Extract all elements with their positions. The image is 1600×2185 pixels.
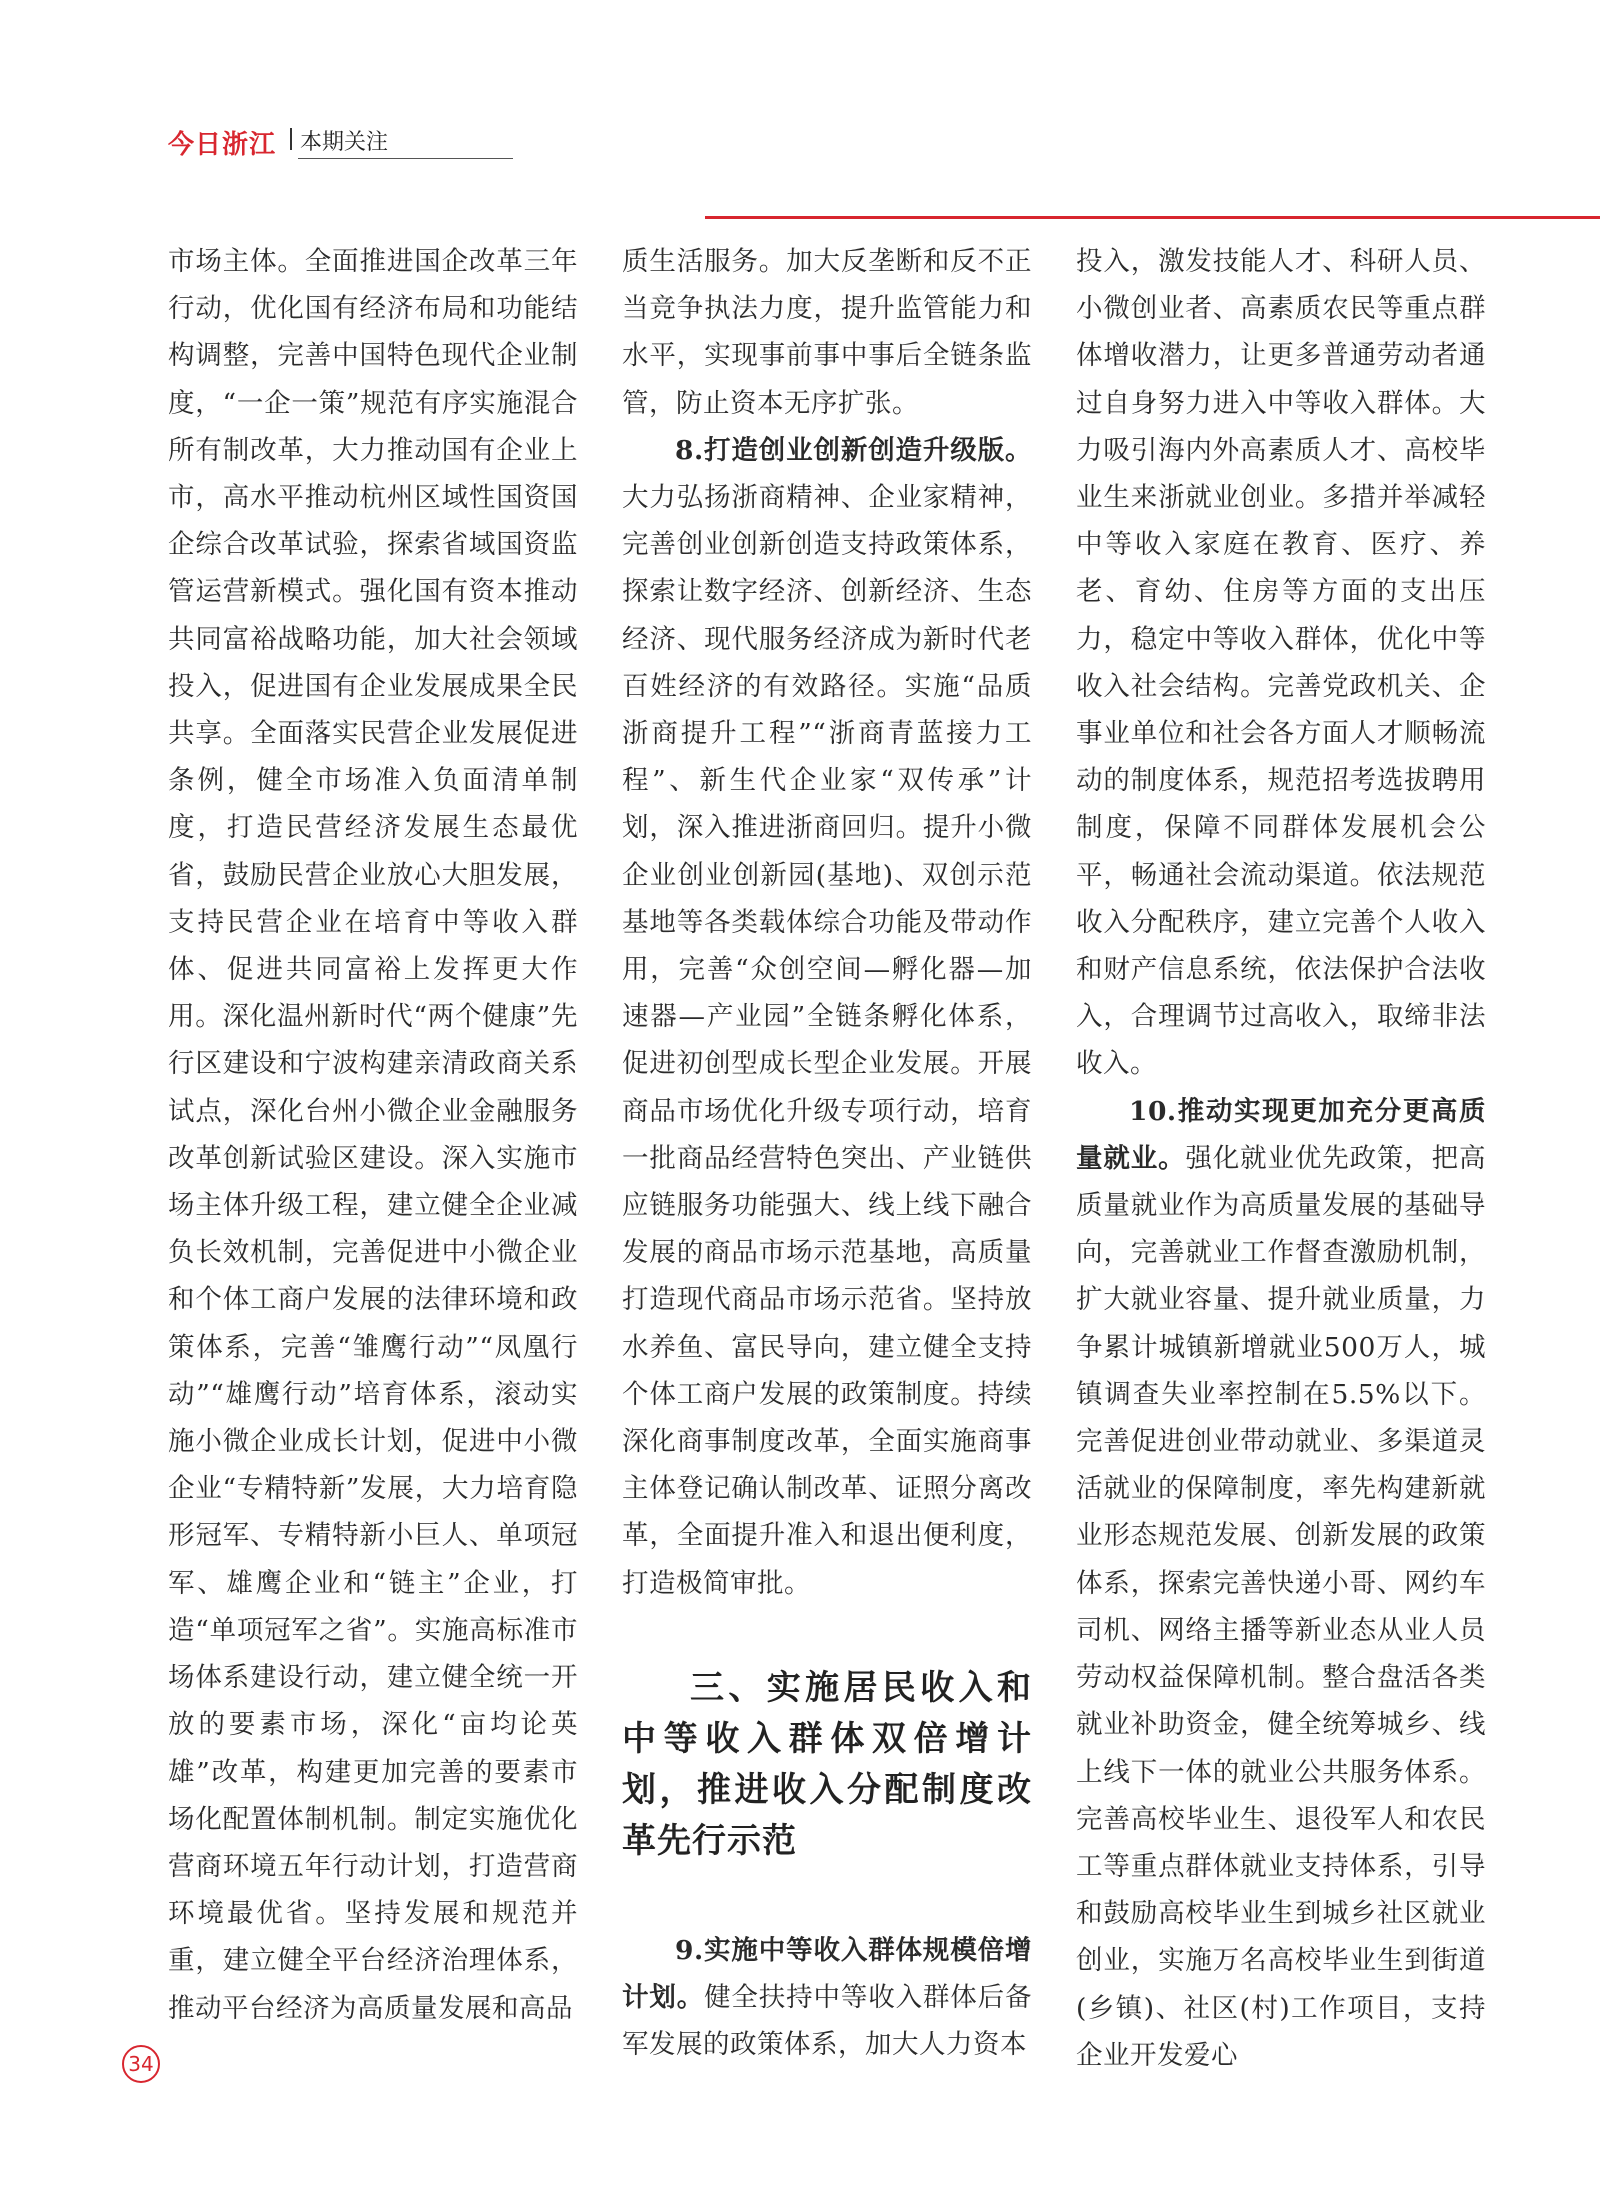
item-heading: 10.推动实现更加充分更高质量就业。 — [1076, 1095, 1486, 1174]
text-column-2 — [622, 238, 1032, 2069]
paragraph: 质生活服务。加大反垄断和反不正当竞争执法力度，提升监管能力和水平，实现事前事中事后全链条监管，防止资本无序扩张。 — [622, 246, 1032, 419]
paragraph-item-10 — [1076, 1088, 1486, 2079]
item-body: 大力弘扬浙商精神、企业家精神，完善创业创新创造支持政策体系，探索让数字经济、创新经济、生态经济、现代服务经济成为新时代老百姓经济的有效路径。实施“品质浙商提升工程”“浙商青蓝接力工程”、新生代企业家“双传承”计划，深入推进浙商回归。提升小微企业创业创新园(基地)、双创示范基地等各类载体综合功能及带动作用，完善“众创空间—孵化器—加速器—产业园”全链条孵化体系，促进初创型成长型企业发展。开展商品市场优化升级专项行动，培育一批商品经营特色突出、产业链供应链服务功能强大、线上线下融合发展的商品市场示范基地，高质量打造现代商品市场示范省。坚持放水养鱼、富民导向，建立健全支持个体工商户发展的政策制度。持续深化商事制度改革，全面实施商事主体登记确认制改革、证照分离改革，全面提升准入和退出便利度，打造极简审批。 — [622, 482, 1032, 1599]
header-divider — [290, 128, 292, 150]
item-heading: 8.打造创业创新创造升级版。 — [675, 434, 1032, 466]
item-body: 健全扶持中等收入群体后备军发展的政策体系，加大人力资本 — [622, 1982, 1033, 2061]
item-heading: 9.实施中等收入群体规模倍增计划。 — [622, 1934, 1032, 2014]
text-column-3 — [1076, 238, 1486, 2079]
paragraph: 市场主体。全面推进国企改革三年行动，优化国有经济布局和功能结构调整，完善中国特色现代企业制度，“一企一策”规范有序实施混合所有制改革，大力推动国有企业上市，高水平推动杭州区域性国资国企综合改革试验，探索省域国资监管运营新模式。强化国有资本推动共同富裕战略功能，加大社会领域投入，促进国有企业发展成果全民共享。全面落实民营企业发展促进条例，健全市场准入负面清单制度，打造民营经济发展生态最优省，鼓励民营企业放心大胆发展，支持民营企业在培育中等收入群体、促进共同富裕上发挥更大作用。深化温州新时代“两个健康”先行区建设和宁波构建亲清政商关系试点，深化台州小微企业金融服务改革创新试验区建设。深入实施市场主体升级工程，建立健全企业减负长效机制，完善促进中小微企业和个体工商户发展的法律环境和政策体系，完善“雏鹰行动”“凤凰行动”“雄鹰行动”培育体系，滚动实施小微企业成长计划，促进中小微企业“专精特新”发展，大力培育隐形冠军、专精特新小巨人、单项冠军、雄鹰企业和“链主”企业，打造“单项冠军之省”。实施高标准市场体系建设行动，建立健全统一开放的要素市场，深化“亩均论英雄”改革，构建更加完善的要素市场化配置体制机制。制定实施优化营商环境五年行动计划，打造营商环境最优省。坚持发展和规范并重，建立健全平台经济治理体系，推动平台经济为高质量发展和高品 — [168, 246, 578, 2024]
paragraph-item-9 — [622, 1927, 1032, 2069]
section-label: 本期关注 — [300, 130, 389, 155]
header-underline — [298, 158, 513, 159]
text-column-1 — [168, 238, 578, 2032]
section-title: 三、实施居民收入和中等收入群体双倍增计划，推进收入分配制度改革先行示范 — [622, 1667, 1032, 1861]
page-number: 34 — [122, 2045, 160, 2083]
paragraph: 投入，激发技能人才、科研人员、小微创业者、高素质农民等重点群体增收潜力，让更多普通劳动者通过自身努力进入中等收入群体。大力吸引海内外高素质人才、高校毕业生来浙就业创业。多措并举减轻中等收入家庭在教育、医疗、养老、育幼、住房等方面的支出压力，稳定中等收入群体，优化中等收入社会结构。完善党政机关、企事业单位和社会各方面人才顺畅流动的制度体系，规范招考选拔聘用制度，保障不同群体发展机会公平，畅通社会流动渠道。依法规范收入分配秩序，建立完善个人收入和财产信息系统，依法保护合法收入，合理调节过高收入，取缔非法收入。 — [1076, 246, 1486, 1080]
paragraph-item-8 — [622, 427, 1032, 1607]
page-header — [168, 120, 513, 160]
magazine-logo: 今日浙江 — [168, 130, 277, 160]
item-body: 强化就业优先政策，把高质量就业作为高质量发展的基础导向，完善就业工作督查激励机制，扩大就业容量、提升就业质量，力争累计城镇新增就业500万人，城镇调查失业率控制在5.5%以下。完善促进创业带动就业、多渠道灵活就业的保障制度，率先构建新就业形态规范发展、创新发展的政策体系，探索完善快递小哥、网约车司机、网络主播等新业态从业人员劳动权益保障机制。整合盘活各类就业补助资金，健全统筹城乡、线上线下一体的就业公共服务体系。完善高校毕业生、退役军人和农民工等重点群体就业支持体系，引导和鼓励高校毕业生到城乡社区就业创业，实施万名高校毕业生到街道(乡镇)、社区(村)工作项目，支持企业开发爱心 — [1076, 1142, 1487, 2071]
accent-rule — [705, 216, 1600, 219]
